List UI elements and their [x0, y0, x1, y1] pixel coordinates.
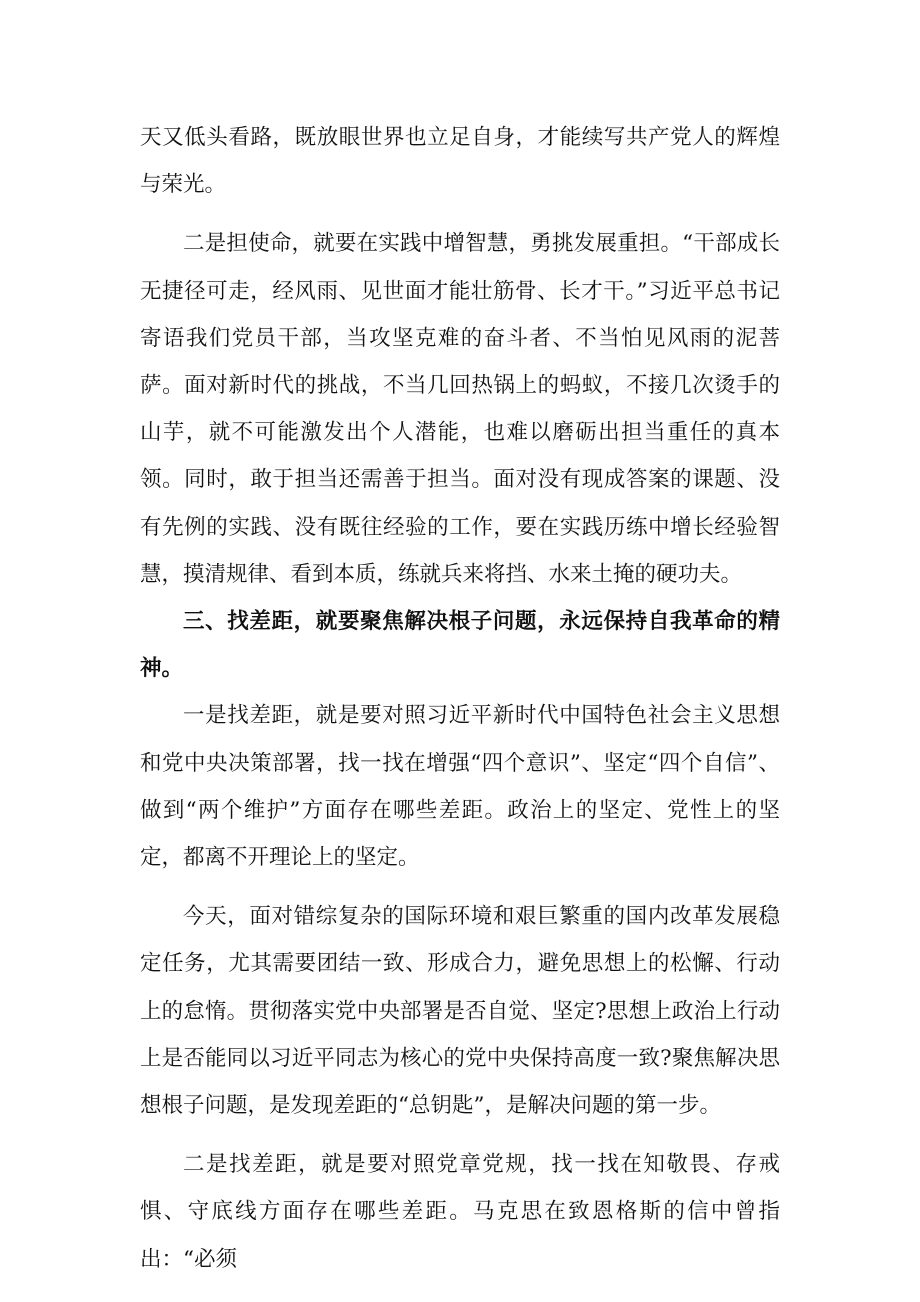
paragraph-gap-two: 二是找差距，就是要对照党章党规，找一找在知敬畏、存戒惧、守底线方面存在哪些差距。马克思在致恩格斯的信中曾指出：“必须 [140, 1152, 780, 1272]
paragraph-gap-one: 一是找差距，就是要对照习近平新时代中国特色社会主义思想和党中央决策部署，找一找在增强“四个意识”、坚定“四个自信”、做到“两个维护”方面存在哪些差距。政治上的坚定、党性上的坚定，都离不开理论上的坚定。 [140, 703, 780, 871]
paragraph-continuation: 天又低头看路，既放眼世界也立足自身，才能续写共产党人的辉煌与荣光。 [140, 125, 780, 198]
paragraph-today: 今天，面对错综复杂的国际环境和艰巨繁重的国内改革发展稳定任务，尤其需要团结一致、形成合力，避免思想上的松懈、行动上的怠惰。贯彻落实党中央部署是否自觉、坚定?思想上政治上行动上是否能同以习近平同志为核心的党中央保持高度一致?聚焦解决思想根子问题，是发现差距的“总钥匙”，是解决问题的第一步。 [140, 904, 780, 1119]
paragraph-mission: 二是担使命，就要在实践中增智慧，勇挑发展重担。“干部成长无捷径可走，经风雨、见世面才能壮筋骨、长才干。”习近平总书记寄语我们党员干部，当攻坚克难的奋斗者、不当怕见风雨的泥菩萨。面对新时代的挑战，不当几回热锅上的蚂蚁，不接几次烫手的山芋，就不可能激发出个人潜能，也难以磨砺出担当重任的真本领。同时，敢于担当还需善于担当。面对没有现成答案的课题、没有先例的实践、没有既往经验的工作，要在实践历练中增长经验智慧，摸清规律、看到本质，练就兵来将挡、水来土掩的硬功夫。 [140, 231, 780, 587]
document-page [140, 114, 780, 1283]
section-heading: 三、找差距，就要聚焦解决根子问题，永远保持自我革命的精神。 [140, 609, 780, 682]
